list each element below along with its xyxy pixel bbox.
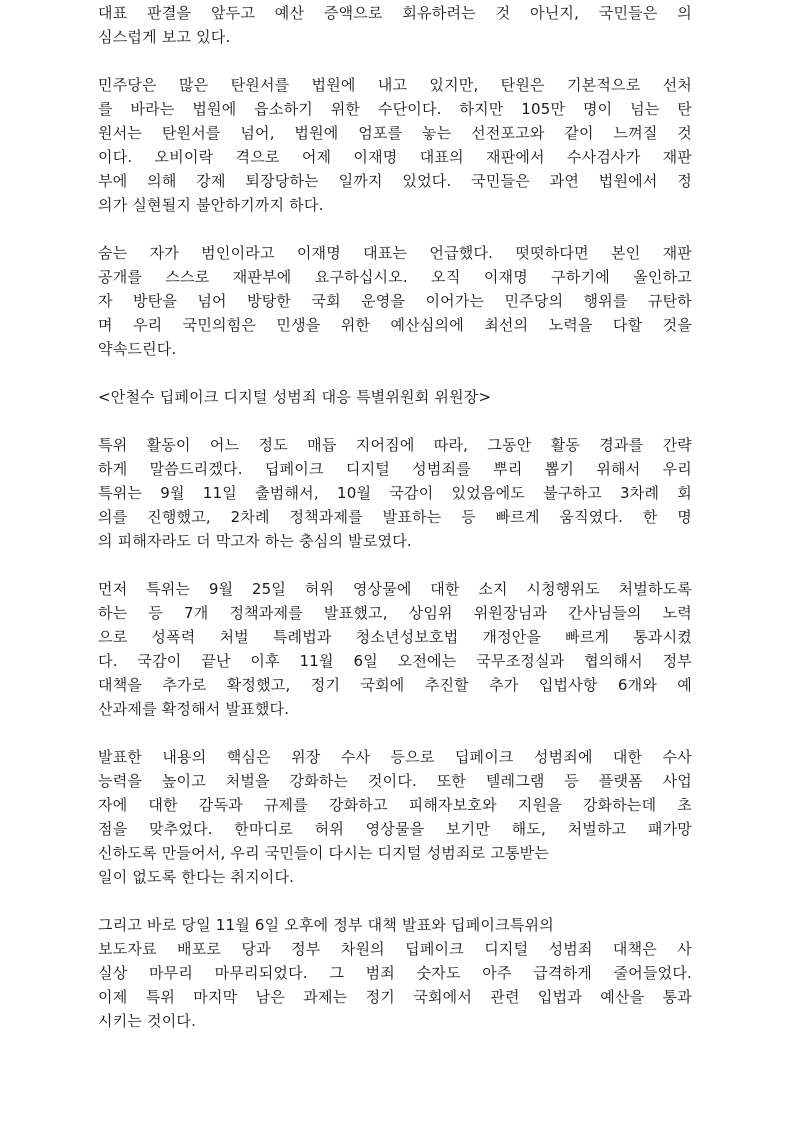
text-line: 특위는 9월 11일 출범해서, 10월 국감이 있었음에도 불구하고 3차례 회	[98, 484, 692, 502]
text-line: 약속드린다.	[98, 340, 177, 358]
text-line: 이다. 오비이락 격으로 어제 이재명 대표의 재판에서 수사검사가 재판	[98, 148, 692, 166]
text-line: 부에 의해 강제 퇴장당하는 일까지 있었다. 국민들은 과연 법원에서 정	[98, 172, 692, 190]
text-line: 자에 대한 감독과 규제를 강화하고 피해자보호와 지원을 강화하는데 초	[98, 796, 692, 814]
text-line: 며 우리 국민의힘은 민생을 위한 예산심의에 최선의 노력을 다할 것을	[98, 316, 692, 334]
text-line: 이제 특위 마지막 남은 과제는 정기 국회에서 관련 입법과 예산을 통과	[98, 988, 692, 1006]
paragraph	[98, 241, 692, 361]
text-line: 의 피해자라도 더 막고자 하는 충심의 발로였다.	[98, 532, 412, 550]
text-line: 를 바라는 법원에 읍소하기 위한 수단이다. 하지만 105만 명이 넘는 탄	[98, 100, 692, 118]
paragraph	[98, 73, 692, 217]
text-line: 점을 맞추었다. 한마디로 허위 영상물을 보기만 해도, 처벌하고 패가망	[98, 820, 692, 838]
text-line: 시키는 것이다.	[98, 1012, 197, 1030]
text-line: 먼저 특위는 9월 25일 허위 영상물에 대한 소지 시청행위도 처벌하도록	[98, 580, 692, 598]
text-line: 의가 실현될지 불안하기까지 하다.	[98, 196, 324, 214]
text-line: 숨는 자가 범인이라고 이재명 대표는 언급했다. 떳떳하다면 본인 재판	[98, 244, 692, 262]
text-line: 하는 등 7개 정책과제를 발표했고, 상임위 위원장님과 간사님들의 노력	[98, 604, 692, 622]
text-line: 대표 판결을 앞두고 예산 증액으로 회유하려는 것 아닌지, 국민들은 의	[98, 4, 692, 22]
text-line: 그리고 바로 당일 11월 6일 오후에 정부 대책 발표와 딥페이크특위의	[98, 916, 554, 934]
text-line: 능력을 높이고 처벌을 강화하는 것이다. 또한 텔레그램 등 플랫폼 사업	[98, 772, 692, 790]
text-line: 신하도록 만들어서, 우리 국민들이 다시는 디지털 성범죄로 고통받는	[98, 844, 550, 862]
text-line: 실상 마무리 마무리되었다. 그 범죄 숫자도 아주 급격하게 줄어들었다.	[98, 964, 692, 982]
document-page	[98, 1, 692, 1033]
paragraph	[98, 745, 692, 889]
text-line: 산과제를 확정해서 발표했다.	[98, 700, 290, 718]
paragraph	[98, 577, 692, 721]
text-line: 심스럽게 보고 있다.	[98, 28, 231, 46]
text-line: 발표한 내용의 핵심은 위장 수사 등으로 딥페이크 성범죄에 대한 수사	[98, 748, 692, 766]
text-line: 일이 없도록 한다는 취지이다.	[98, 868, 295, 886]
text-line: 민주당은 많은 탄원서를 법원에 내고 있지만, 탄원은 기본적으로 선처	[98, 76, 692, 94]
text-line: 의를 진행했고, 2차례 정책과제를 발표하는 등 빠르게 움직였다. 한 명	[98, 508, 692, 526]
text-line: 하게 말씀드리겠다. 딥페이크 디지털 성범죄를 뿌리 뽑기 위해서 우리	[98, 460, 692, 478]
paragraph	[98, 913, 692, 1033]
text-line: 다. 국감이 끝난 이후 11월 6일 오전에는 국무조정실과 협의해서 정부	[98, 652, 692, 670]
text-line: 원서는 탄원서를 넘어, 법원에 엄포를 놓는 선전포고와 같이 느껴질 것	[98, 124, 692, 142]
text-line: 으로 성폭력 처벌 특례법과 청소년성보호법 개정안을 빠르게 통과시켰	[98, 628, 692, 646]
text-line: 대책을 추가로 확정했고, 정기 국회에 추진할 추가 입법사항 6개와 예	[98, 676, 692, 694]
paragraph	[98, 433, 692, 553]
text-line: 보도자료 배포로 당과 정부 차원의 딥페이크 디지털 성범죄 대책은 사	[98, 940, 692, 958]
text-line: 공개를 스스로 재판부에 요구하십시오. 오직 이재명 구하기에 올인하고	[98, 268, 692, 286]
paragraph	[98, 1, 692, 49]
section-heading: <안철수 딥페이크 디지털 성범죄 대응 특별위원회 위원장>	[98, 388, 492, 406]
text-line: 특위 활동이 어느 정도 매듭 지어짐에 따라, 그동안 활동 경과를 간략	[98, 436, 692, 454]
text-line: 자 방탄을 넘어 방탕한 국회 운영을 이어가는 민주당의 행위를 규탄하	[98, 292, 692, 310]
